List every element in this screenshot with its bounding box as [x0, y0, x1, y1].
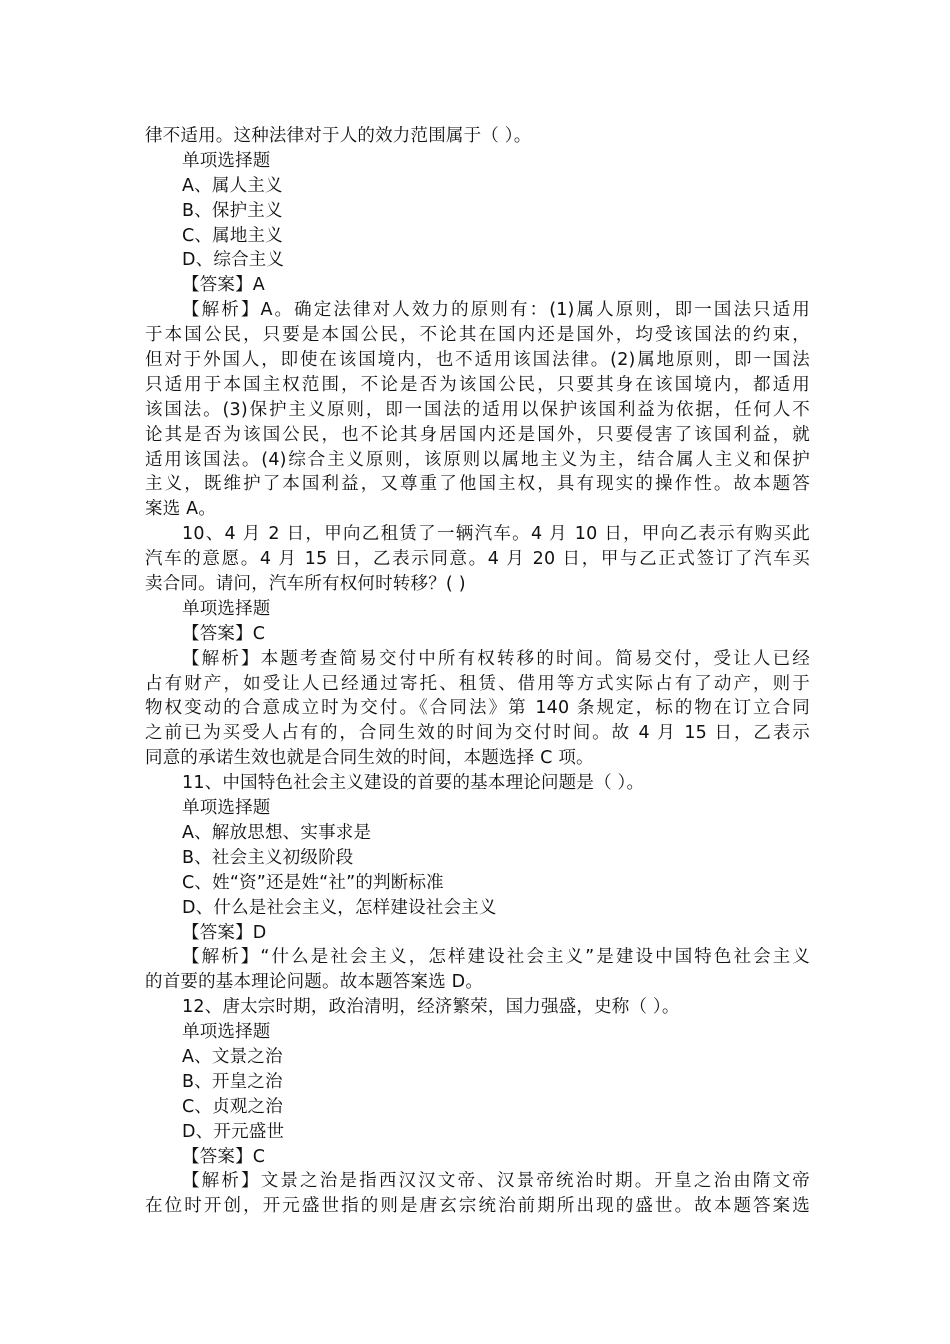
text-line: 案选 A。 — [145, 499, 217, 520]
text-line: 单项选择题 — [182, 798, 271, 819]
text-line: C、贞观之治 — [182, 1096, 283, 1117]
text-line: 【解析】本题考查简易交付中所有权转移的时间。简易交付，受让人已经 — [182, 648, 810, 669]
text-line: B、开皇之治 — [182, 1071, 283, 1092]
text-line: 汽车的意愿。4 月 15 日，乙表示同意。4 月 20 日，甲与乙正式签订了汽车买 — [145, 549, 810, 570]
text-line: 论其是否为该国公民，也不论其身居国内还是国外，只要侵害了该国利益，就 — [145, 424, 810, 445]
text-line: A、文景之治 — [182, 1046, 283, 1067]
text-line: C、姓“资”还是姓“社”的判断标准 — [182, 872, 444, 893]
text-line: 的首要的基本理论问题。故本题答案选 D。 — [145, 972, 484, 993]
text-line: A、解放思想、实事求是 — [182, 822, 372, 843]
text-line: 单项选择题 — [182, 1022, 271, 1043]
text-line: 该国法。(3)保护主义原则，即一国法的适用以保护该国利益为依据，任何人不 — [145, 399, 810, 420]
text-line: 【解析】A。确定法律对人效力的原则有：(1)属人原则，即一国法只适用 — [182, 300, 810, 321]
text-line: A、属人主义 — [182, 175, 283, 196]
text-line: 物权变动的合意成立时为交付。《合同法》第 140 条规定，标的物在订立合同 — [145, 698, 810, 719]
text-line: 单项选择题 — [182, 150, 271, 171]
text-line: D、开元盛世 — [182, 1121, 285, 1142]
text-line: 在位时开创，开元盛世指的则是唐玄宗统治前期所出现的盛世。故本题答案选 — [145, 1196, 810, 1217]
text-line: 【解析】文景之治是指西汉汉文帝、汉景帝统治时期。开皇之治由隋文帝 — [182, 1171, 810, 1192]
text-line: 主义，既维护了本国利益，又尊重了他国主权，具有现实的操作性。故本题答 — [145, 474, 810, 495]
text-line: C、属地主义 — [182, 225, 283, 246]
text-line: 于本国公民，只要是本国公民，不论其在国内还是国外，均受该国法的约束， — [145, 325, 810, 346]
text-line: 【解析】“什么是社会主义，怎样建设社会主义”是建设中国特色社会主义 — [182, 947, 810, 968]
text-line: B、保护主义 — [182, 200, 283, 221]
text-line: 占有财产，如受让人已经通过寄托、租赁、借用等方式实际占有了动产，则于 — [145, 673, 810, 694]
text-line: B、社会主义初级阶段 — [182, 847, 354, 868]
text-line: D、综合主义 — [182, 250, 285, 271]
text-line: 但对于外国人，即使在该国境内，也不适用该国法律。(2)属地原则，即一国法 — [145, 350, 810, 371]
text-line: D、什么是社会主义，怎样建设社会主义 — [182, 897, 497, 918]
text-line: 【答案】C — [182, 1146, 266, 1167]
document-body — [145, 124, 810, 1219]
text-line: 11、中国特色社会主义建设的首要的基本理论问题是（ ）。 — [182, 773, 645, 794]
text-line: 10、4 月 2 日，甲向乙租赁了一辆汽车。4 月 10 日，甲向乙表示有购买此 — [182, 524, 810, 545]
text-line: 适用该国法。(4)综合主义原则，该原则以属地主义为主，结合属人主义和保护 — [145, 449, 810, 470]
text-line: 12、唐太宗时期，政治清明，经济繁荣，国力强盛，史称（ ）。 — [182, 997, 680, 1018]
text-line: 【答案】D — [182, 922, 267, 943]
text-line: 只适用于本国主权范围，不论是否为该国公民，只要其身在该国境内，都适用 — [145, 374, 810, 395]
text-line: 【答案】C — [182, 623, 266, 644]
text-line: 之前已为买受人占有的，合同生效的时间为交付时间。故 4 月 15 日，乙表示 — [145, 723, 810, 744]
text-line: 卖合同。请问，汽车所有权何时转移？( ) — [145, 574, 466, 595]
text-line: 单项选择题 — [182, 598, 271, 619]
text-line: 同意的承诺生效也就是合同生效的时间，本题选择 C 项。 — [145, 748, 594, 769]
text-line: 律不适用。这种法律对于人的效力范围属于（ ）。 — [145, 126, 532, 146]
text-line: 【答案】A — [182, 275, 265, 296]
